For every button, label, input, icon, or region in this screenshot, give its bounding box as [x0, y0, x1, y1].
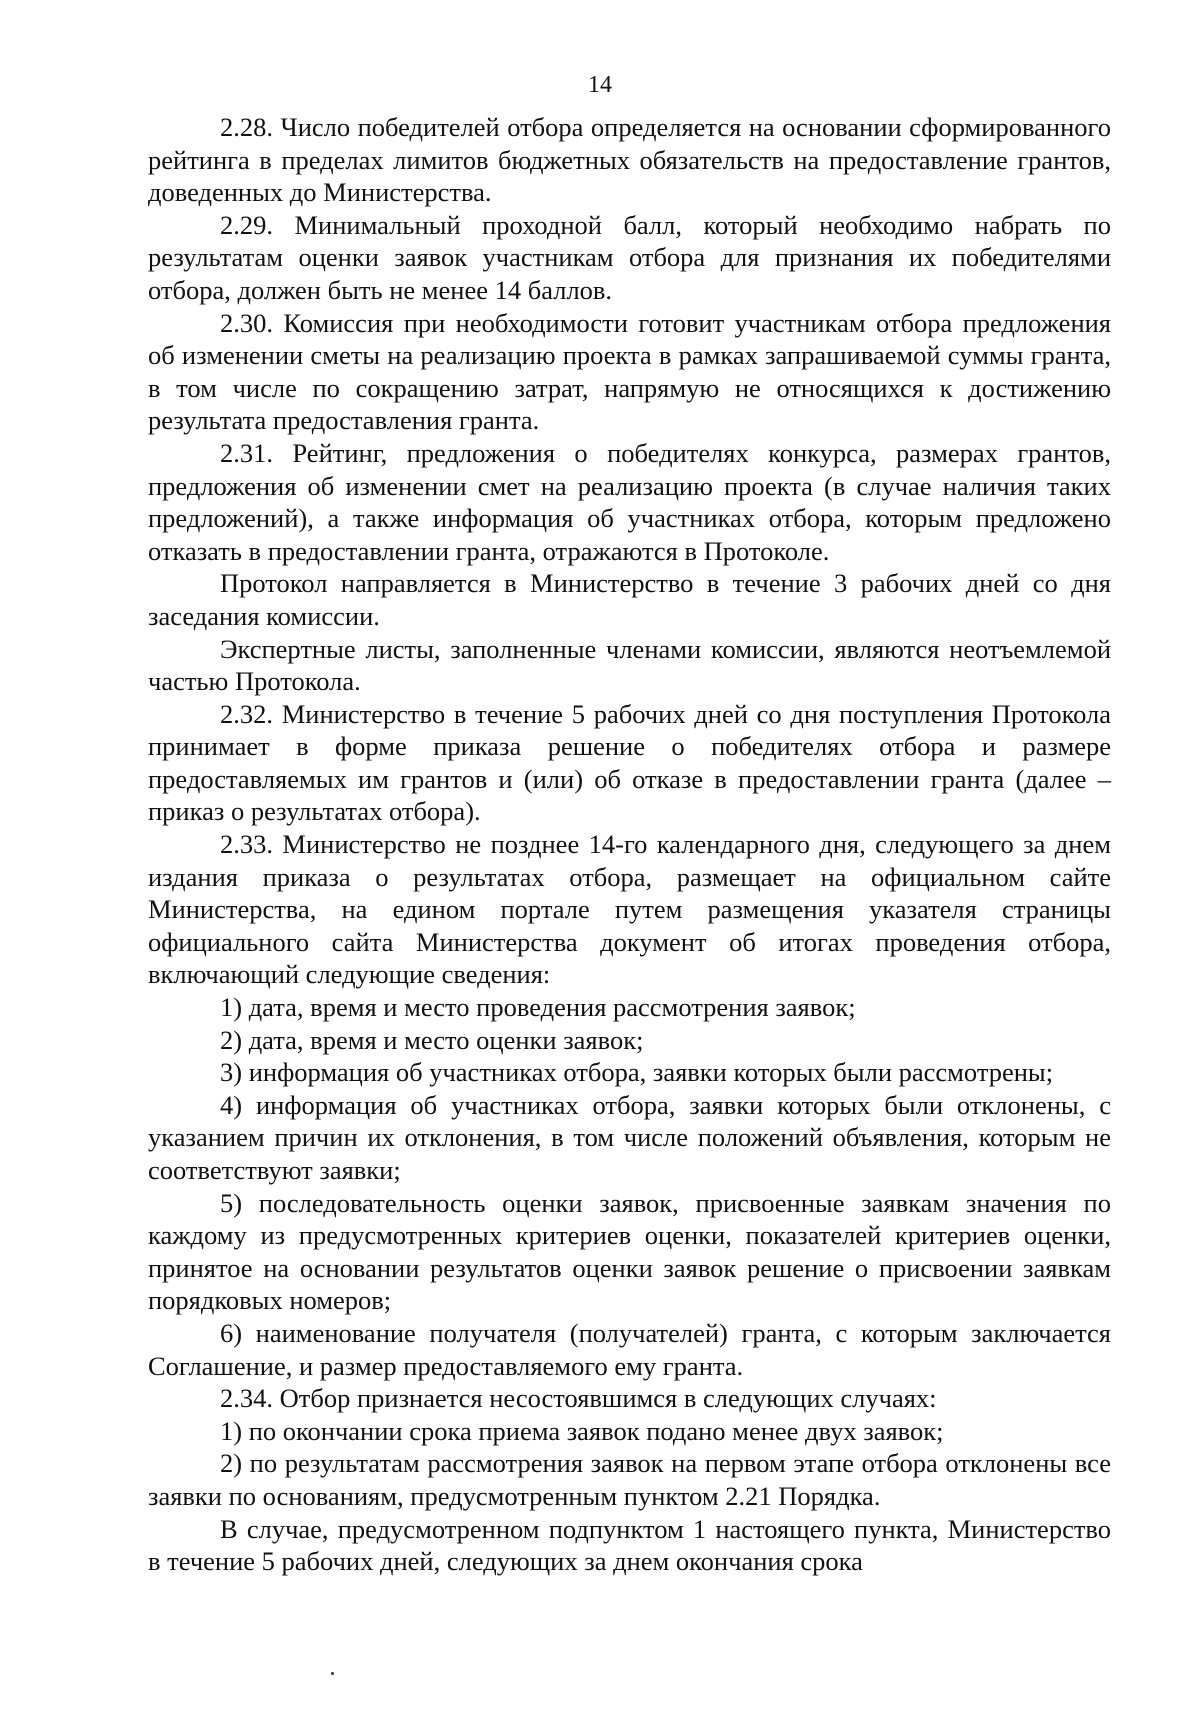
- list-item-2-33-5: 5) последовательность оценки заявок, присвоенные заявкам значения по каждому из предусмотренных критериев оценки, показателей критериев оценки, принятое на основании результатов оценки заявок решение о присвоении заявкам порядковых номеров;: [148, 1187, 1111, 1316]
- scan-speck: [331, 1672, 334, 1675]
- paragraph-2-28: 2.28. Число победителей отбора определяется на основании сформированного рейтинга в пределах лимитов бюджетных обязательств на предоставление грантов, доведенных до Министерства.: [148, 112, 1111, 208]
- list-item-2-33-4: 4) информация об участниках отбора, заявки которых были отклонены, с указанием причин их отклонения, в том числе положений объявления, которым не соответствуют заявки;: [148, 1089, 1111, 1185]
- paragraph-2-30: 2.30. Комиссия при необходимости готовит участникам отбора предложения об изменении сметы на реализацию проекта в рамках запрашиваемой суммы гранта, в том числе по сокращению затрат, напрямую не относящихся к достижению результата предоставления гранта.: [148, 307, 1111, 436]
- list-item-2-33-1: 1) дата, время и место проведения рассмотрения заявок;: [220, 992, 856, 1023]
- paragraph-expert-sheets: Экспертные листы, заполненные членами комиссии, являются неотъемлемой частью Протокола.: [148, 633, 1111, 697]
- list-item-2-33-2: 2) дата, время и место оценки заявок;: [220, 1024, 644, 1055]
- list-item-2-34-2: 2) по результатам рассмотрения заявок на первом этапе отбора отклонены все заявки по основаниям, предусмотренным пунктом 2.21 Порядка.: [148, 1448, 1111, 1511]
- paragraph-2-33: 2.33. Министерство не позднее 14-го календарного дня, следующего за днем издания приказа о результатах отбора, размещает на официальном сайте Министерства, на едином портале путем размещения указателя страницы официального сайта Министерства документ об итогах проведения отбора, включающий следующие сведения:: [148, 829, 1111, 990]
- paragraph-2-32: 2.32. Министерство в течение 5 рабочих дней со дня поступления Протокола принимает в форме приказа решение о победителях отбора и размере предоставляемых им грантов и (или) об отказе в предоставлении гранта (далее – приказ о результатах отбора).: [148, 698, 1111, 827]
- list-item-2-34-1: 1) по окончании срока приема заявок подано менее двух заявок;: [220, 1415, 944, 1446]
- document-body: [148, 111, 1111, 1578]
- paragraph-2-31: 2.31. Рейтинг, предложения о победителях конкурса, размерах грантов, предложения об изменении смет на реализацию проекта (в случае наличия таких предложений), а также информация об участниках отбора, которым предложено отказать в предоставлении гранта, отражаются в Протоколе.: [148, 437, 1111, 566]
- page-number: 14: [588, 72, 612, 98]
- paragraph-2-29: 2.29. Минимальный проходной балл, который необходимо набрать по результатам оценки заявок участникам отбора для признания их победителями отбора, должен быть не менее 14 баллов.: [148, 209, 1111, 305]
- list-item-2-33-6: 6) наименование получателя (получателей) гранта, с которым заключается Соглашение, и размер предоставляемого ему гранта.: [148, 1317, 1111, 1381]
- paragraph-protocol-sent: Протокол направляется в Министерство в течение 3 рабочих дней со дня заседания комиссии.: [148, 568, 1111, 631]
- paragraph-case-subitem-1: В случае, предусмотренном подпунктом 1 настоящего пункта, Министерство в течение 5 рабочих дней, следующих за днем окончания срока: [148, 1513, 1111, 1577]
- paragraph-2-34: 2.34. Отбор признается несостоявшимся в следующих случаях:: [220, 1383, 937, 1414]
- list-item-2-33-3: 3) информация об участниках отбора, заявки которых были рассмотрены;: [220, 1057, 1054, 1088]
